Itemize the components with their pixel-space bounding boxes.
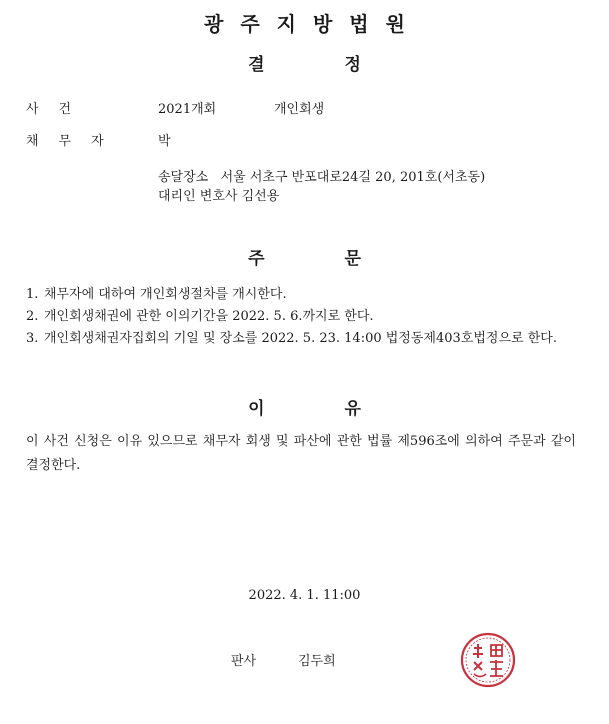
order-section-title: 주문 (248, 249, 441, 269)
debtor-name: 박 (158, 134, 171, 149)
court-seal-icon (460, 632, 516, 688)
order-item-2 (26, 306, 574, 328)
order-item-text: 채무자에 대하여 개인회생절차를 개시한다. (44, 287, 287, 302)
reason-section-title: 이유 (248, 399, 441, 419)
order-item-text: 개인회생채권자집회의 기일 및 장소를 2022. 5. 23. 14:00 법정동제403호법정으로 한다. (44, 331, 557, 346)
order-item-1 (26, 284, 574, 306)
court-name: 광주지방법원 (204, 12, 422, 36)
case-name: 개인회생 (274, 102, 325, 117)
order-item-text: 개인회생채권에 관한 이의기간을 2022. 5. 6.까지로 한다. (44, 309, 374, 324)
case-number: 2021개회 (158, 102, 217, 117)
order-item-3 (26, 328, 574, 350)
case-label: 사건 (26, 102, 92, 117)
judge-name: 김두희 (298, 654, 336, 669)
reason-text: 이 사건 신청은 이유 있으므로 채무자 회생 및 파산에 관한 법률 제596조에 의하여 주문과 같이 결정한다. (26, 434, 576, 473)
order-item-number: 1. (26, 287, 39, 302)
judge-title: 판사 (231, 654, 257, 669)
service-address: 송달장소 서울 서초구 반포대로24길 20, 201호(서초동) (158, 170, 486, 185)
order-item-number: 3. (26, 331, 39, 346)
decision-date: 2022. 4. 1. 11:00 (248, 588, 361, 603)
order-item-number: 2. (26, 309, 39, 324)
debtor-label: 채무자 (26, 134, 124, 149)
representative: 대리인 변호사 김선용 (158, 189, 280, 204)
document-type-title: 결정 (248, 55, 441, 75)
